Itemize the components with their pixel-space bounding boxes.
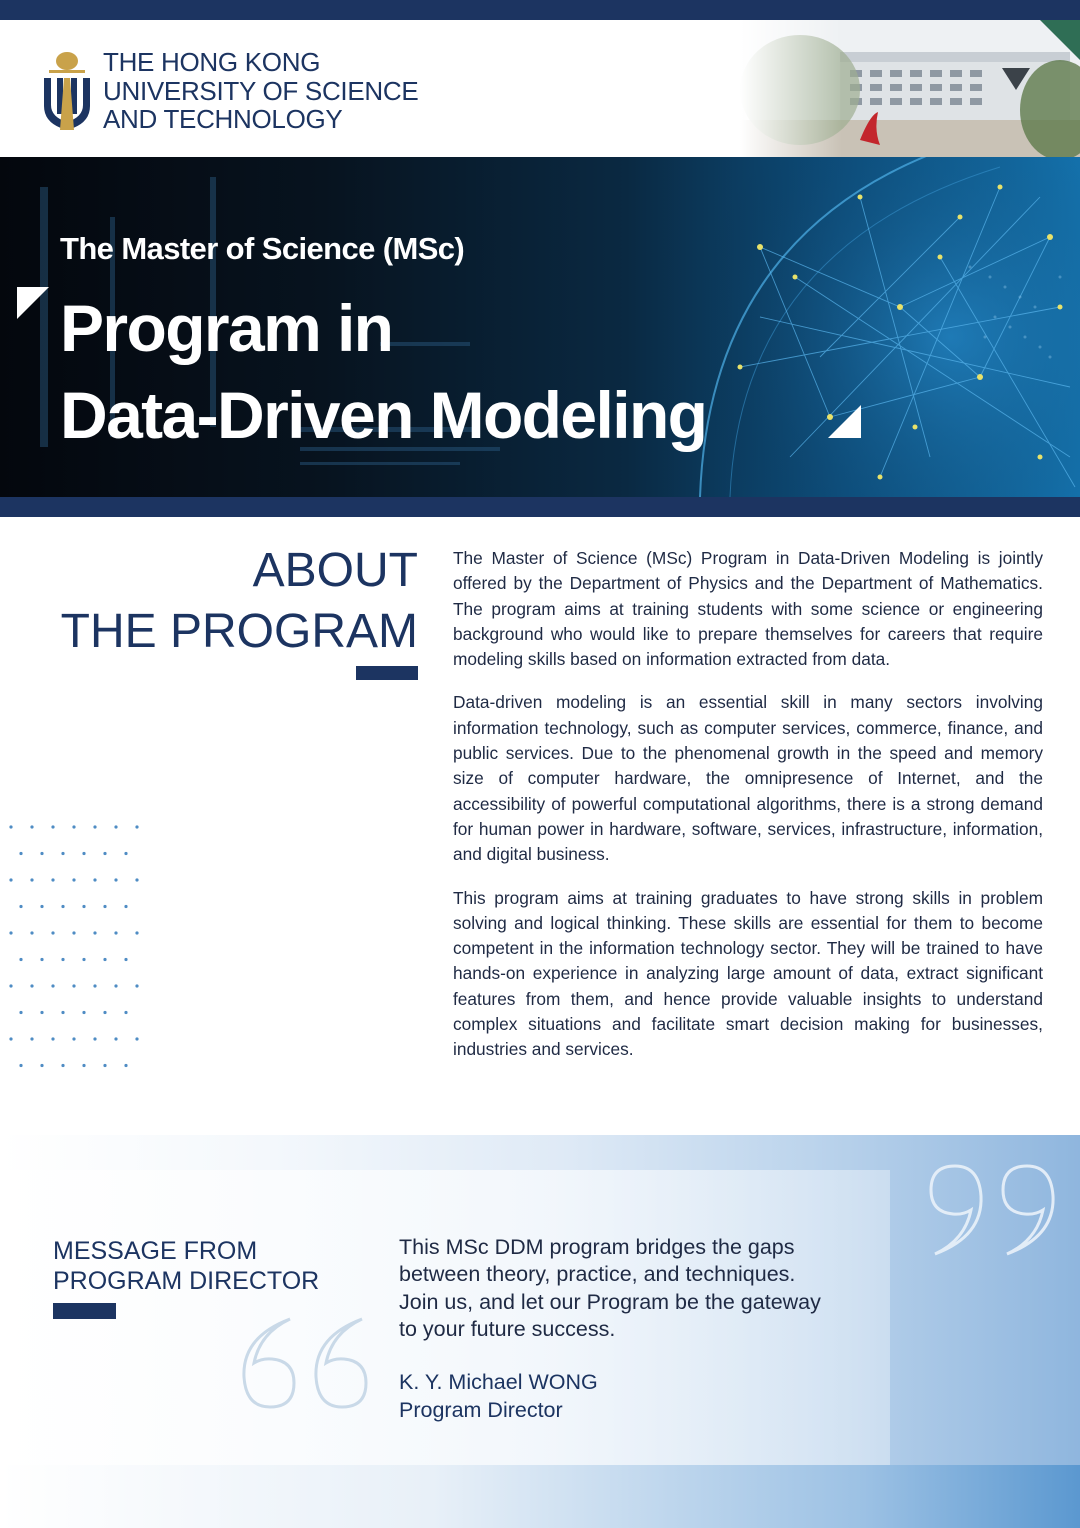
- decorative-dot: [9, 1037, 12, 1040]
- message-title-line: PROGRAM DIRECTOR: [53, 1267, 320, 1295]
- university-name-line: AND TECHNOLOGY: [103, 104, 343, 134]
- decorative-dot: [72, 984, 75, 987]
- about-title-line: ABOUT: [252, 544, 418, 597]
- decorative-dot: [103, 905, 106, 908]
- decorative-dot: [124, 905, 127, 908]
- about-accent-bar: [356, 666, 418, 680]
- decorative-dot: [82, 905, 85, 908]
- about-paragraph: Data-driven modeling is an essential skill in many sectors involving information technology, such as computer services, commerce, finance, and public services. Due to the phenomenal growth in the speed and memory size of computer hardware, the omnipresence of Internet, and the accessibility of powerful computational algorithms, there is a strong demand for human power in hardware, software, services, infrastructure, information, and digital business.: [453, 692, 1043, 865]
- decorative-dot: [103, 852, 106, 855]
- decorative-dot: [19, 958, 22, 961]
- director-role: Program Director: [399, 1398, 563, 1422]
- quote-line: between theory, practice, and techniques.: [399, 1262, 796, 1287]
- decorative-dot: [40, 958, 43, 961]
- decorative-dot: [114, 878, 117, 881]
- quote-line: This MSc DDM program bridges the gaps: [399, 1235, 795, 1259]
- open-quote-icon: [232, 1307, 377, 1412]
- decorative-dot: [114, 825, 117, 828]
- director-message-section: [0, 1135, 1080, 1528]
- decorative-dot: [9, 825, 12, 828]
- hero-title: [60, 285, 706, 459]
- decorative-dot: [51, 878, 54, 881]
- decorative-dot: [30, 1037, 33, 1040]
- hero-subtitle: The Master of Science (MSc): [60, 231, 465, 266]
- director-signature: [399, 1368, 598, 1424]
- decorative-dot: [114, 984, 117, 987]
- message-title-line: MESSAGE FROM: [53, 1237, 258, 1265]
- decorative-dot: [124, 1011, 127, 1014]
- decorative-dot: [40, 1011, 43, 1014]
- decorative-dot: [135, 931, 138, 934]
- decorative-dot: [103, 1011, 106, 1014]
- decorative-dot: [72, 1037, 75, 1040]
- message-accent-bar: [53, 1303, 116, 1319]
- close-quote-icon: [920, 1161, 1065, 1266]
- decorative-dot: [82, 958, 85, 961]
- decorative-dot: [9, 984, 12, 987]
- decorative-dot: [124, 852, 127, 855]
- header: [0, 20, 1080, 157]
- navy-band: [0, 497, 1080, 517]
- decorative-dot: [51, 984, 54, 987]
- decorative-dot: [135, 825, 138, 828]
- decorative-dot: [72, 825, 75, 828]
- decorative-dot: [61, 1011, 64, 1014]
- university-name: [103, 48, 418, 134]
- decorative-dot: [40, 852, 43, 855]
- decorative-dot: [103, 958, 106, 961]
- decorative-dot: [124, 958, 127, 961]
- decorative-dot: [61, 1064, 64, 1067]
- decorative-dot: [40, 905, 43, 908]
- decorative-dot: [40, 1064, 43, 1067]
- about-title: [61, 540, 418, 662]
- about-paragraph: The Master of Science (MSc) Program in Data-Driven Modeling is jointly offered by the Department of Physics and the Department of Mathematics. The program aims at training students with some science or engineering background who would like to prepare themselves for careers that require modeling skills based on information extracted from data.: [453, 548, 1043, 670]
- director-name: K. Y. Michael WONG: [399, 1370, 598, 1394]
- decorative-dot: [19, 1064, 22, 1067]
- decorative-dot: [51, 1037, 54, 1040]
- about-title-line: THE PROGRAM: [60, 605, 418, 658]
- quote-line: Join us, and let our Program be the gateway: [399, 1289, 821, 1314]
- message-title: [53, 1236, 319, 1296]
- decorative-dot: [82, 1011, 85, 1014]
- decorative-dot: [30, 931, 33, 934]
- about-paragraph: This program aims at training graduates to have strong skills in problem solving and logical thinking. These skills are essential for them to become competent in the information technology sector. They will be trained to have hands-on experience in analyzing large amount of data, extract significant features from them, and hence provide valuable insights to understand complex situations and facilitate smart decision making for businesses, industries and services.: [453, 887, 1043, 1060]
- decorative-dot: [114, 1037, 117, 1040]
- decorative-dot: [61, 852, 64, 855]
- decorative-dot: [72, 931, 75, 934]
- campus-photo: [740, 20, 1080, 157]
- decorative-dot: [30, 825, 33, 828]
- corner-triangle-icon: [17, 287, 49, 319]
- decorative-dot: [61, 905, 64, 908]
- decorative-dot: [19, 1011, 22, 1014]
- quote-line: to your future success.: [399, 1316, 616, 1341]
- decorative-dot: [61, 958, 64, 961]
- decorative-dot: [124, 1064, 127, 1067]
- hkust-logo-icon: [40, 50, 94, 132]
- decorative-dot: [135, 878, 138, 881]
- decorative-dot: [82, 1064, 85, 1067]
- decorative-dot: [135, 984, 138, 987]
- director-quote: [399, 1234, 879, 1343]
- message-bottom-band: [0, 1465, 1080, 1528]
- decorative-dot: [135, 1037, 138, 1040]
- dot-pattern-decoration: [5, 822, 145, 1082]
- decorative-dot: [114, 931, 117, 934]
- hero-title-line: Data-Driven Modeling: [60, 378, 707, 452]
- decorative-dot: [19, 852, 22, 855]
- decorative-dot: [30, 984, 33, 987]
- decorative-dot: [51, 825, 54, 828]
- decorative-dot: [103, 1064, 106, 1067]
- about-body: [453, 546, 1043, 1081]
- corner-triangle-icon: [828, 405, 861, 438]
- decorative-dot: [93, 825, 96, 828]
- university-name-line: UNIVERSITY OF SCIENCE: [103, 75, 419, 106]
- hero-title-line: Program in: [60, 291, 393, 365]
- decorative-dot: [82, 852, 85, 855]
- decorative-dot: [93, 1037, 96, 1040]
- hero-banner: [0, 157, 1080, 497]
- decorative-dot: [9, 878, 12, 881]
- decorative-dot: [19, 905, 22, 908]
- decorative-dot: [93, 931, 96, 934]
- top-navy-bar: [0, 0, 1080, 20]
- university-name-line: THE HONG KONG: [103, 47, 321, 77]
- decorative-dot: [93, 984, 96, 987]
- decorative-dot: [72, 878, 75, 881]
- decorative-dot: [30, 878, 33, 881]
- decorative-dot: [51, 931, 54, 934]
- decorative-dot: [93, 878, 96, 881]
- decorative-dot: [9, 931, 12, 934]
